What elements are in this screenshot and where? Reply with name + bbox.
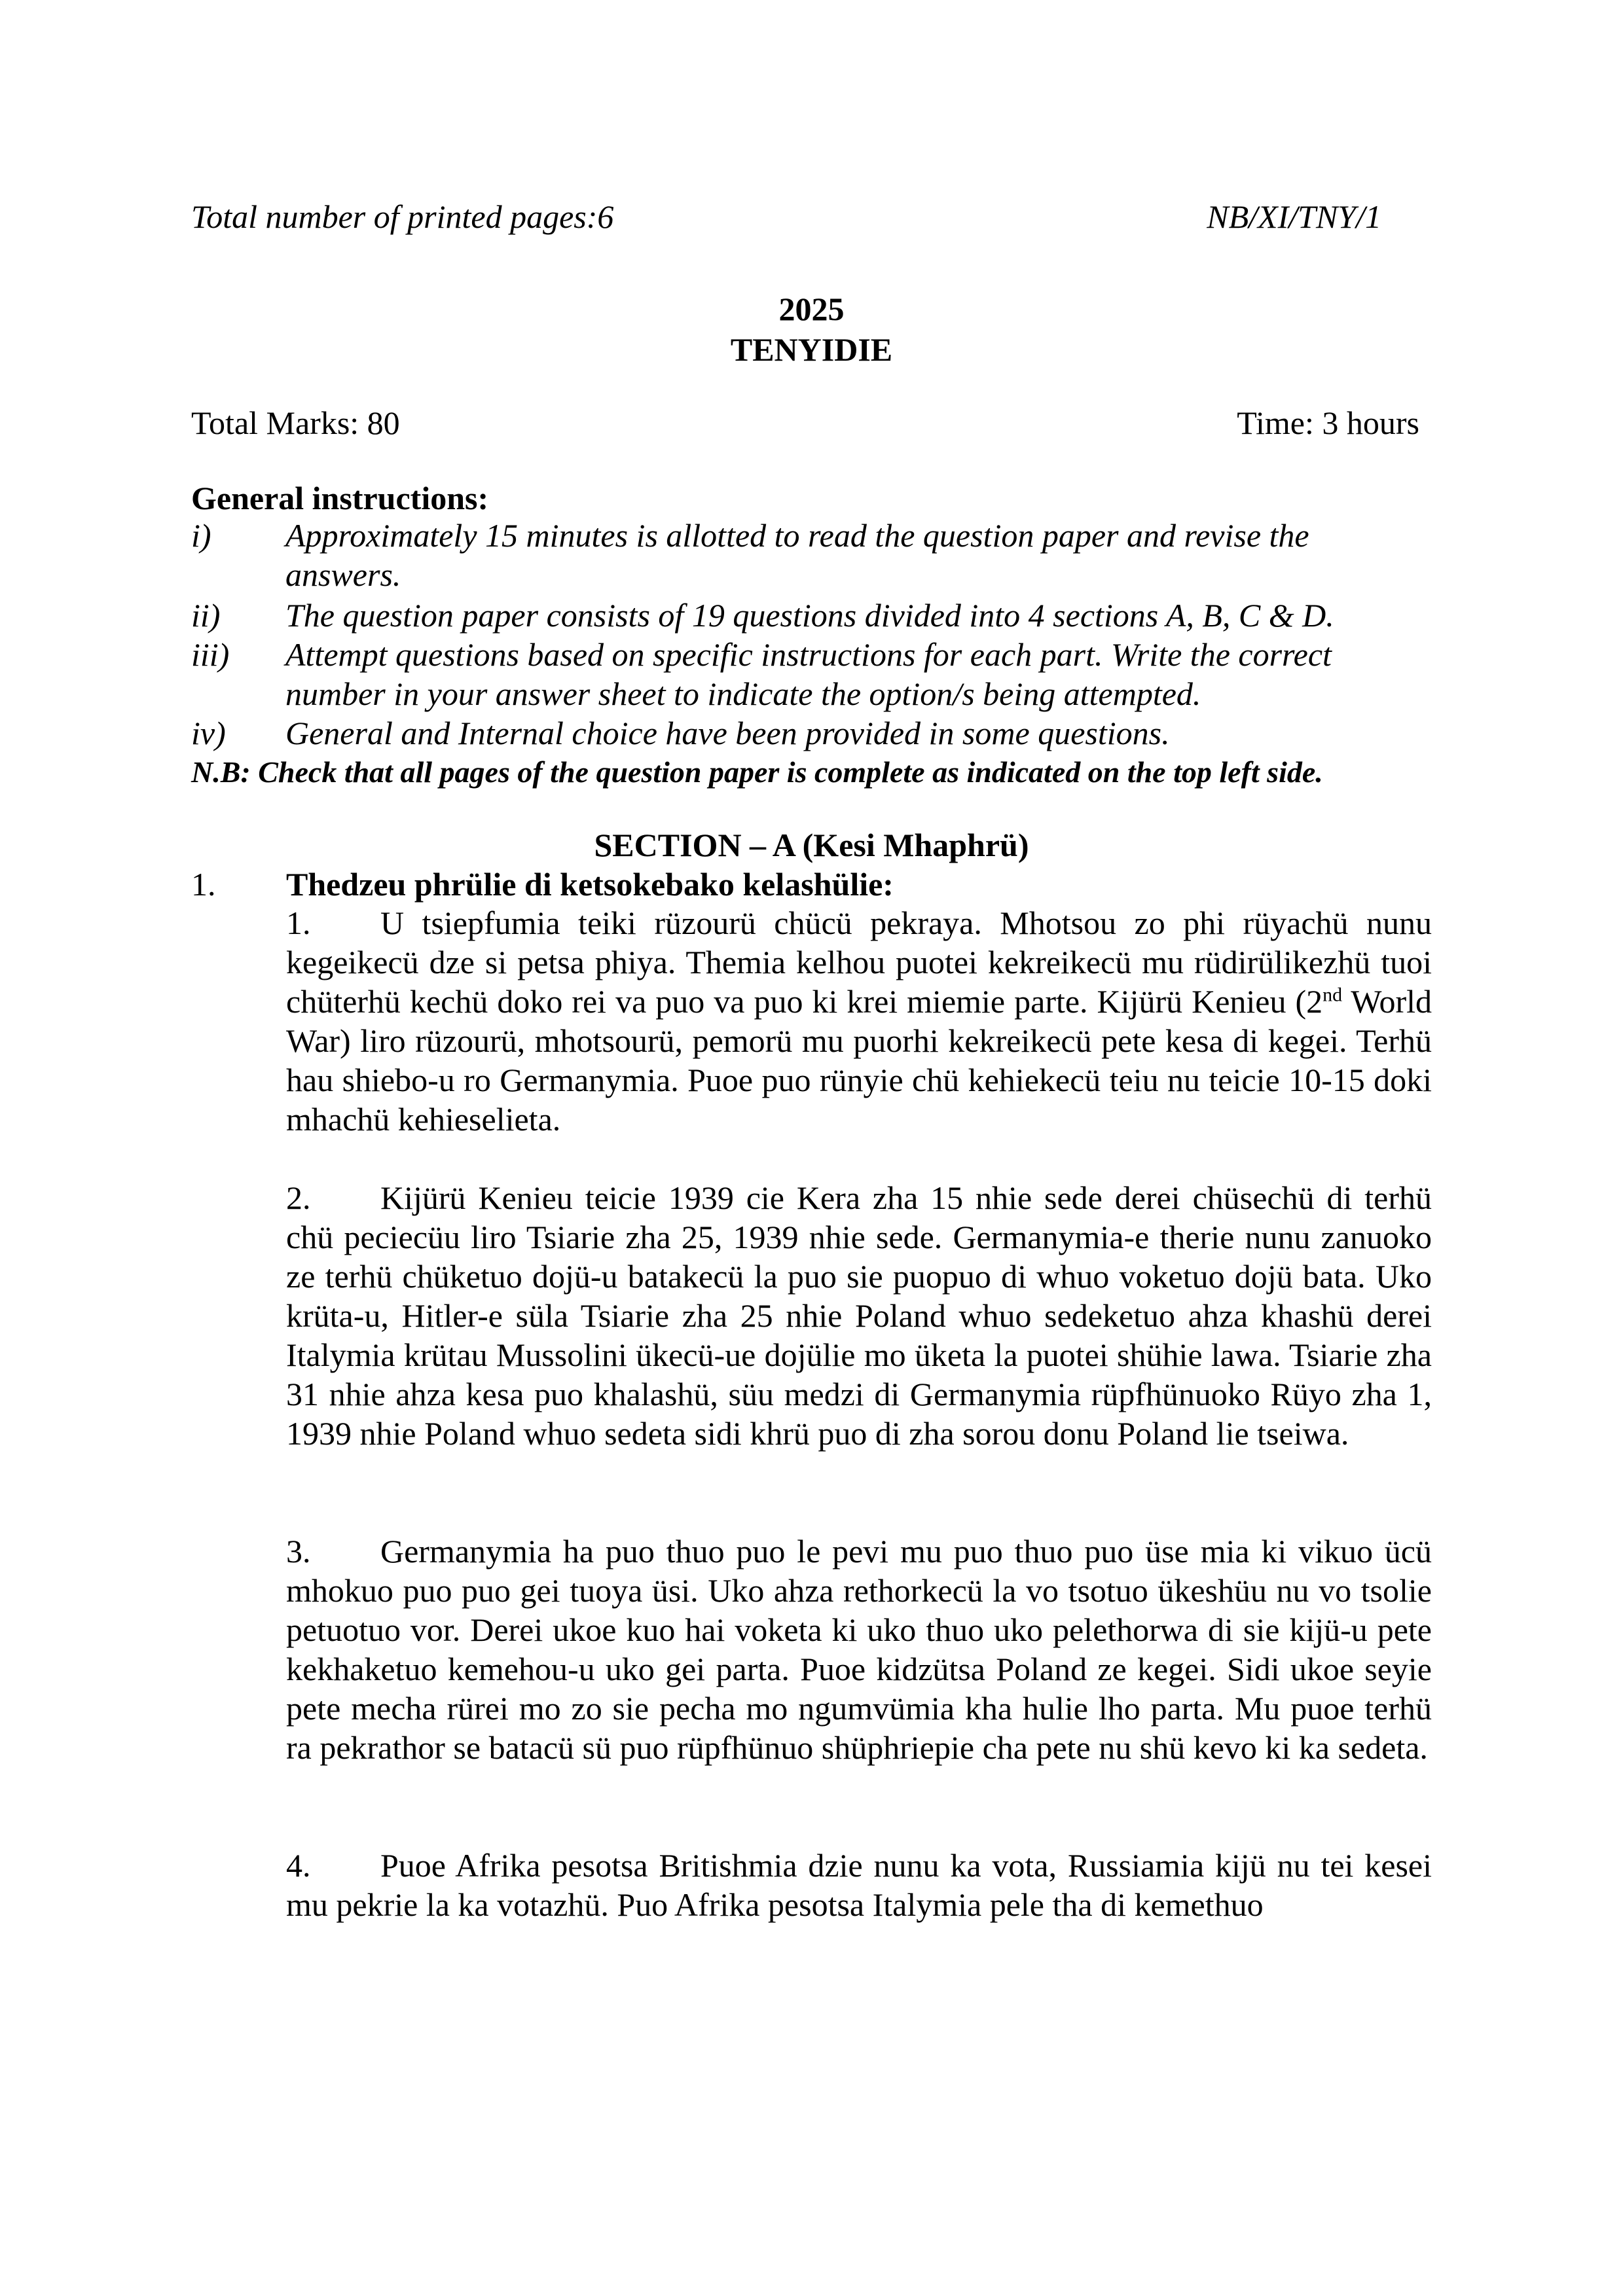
instruction-item bbox=[191, 596, 1419, 635]
instruction-item bbox=[191, 635, 1419, 713]
instruction-number: iv) bbox=[191, 715, 226, 751]
ordinal-suffix: nd bbox=[1322, 984, 1343, 1006]
printed-pages-note: Total number of printed pages:6 bbox=[191, 198, 614, 235]
passage-paragraph bbox=[286, 1846, 1432, 1924]
completeness-note: N.B: Check that all pages of the question paper is complete as indicated on the top left side. bbox=[191, 755, 1323, 789]
exam-year: 2025 bbox=[778, 291, 845, 327]
paragraph-number: 4. bbox=[286, 1847, 311, 1884]
paragraph-number: 3. bbox=[286, 1533, 311, 1570]
paragraph-number: 1. bbox=[286, 905, 311, 941]
instruction-text: Approximately 15 minutes is allotted to read the question paper and revise the answers. bbox=[285, 517, 1309, 593]
paragraph-text-continued: World War) liro rüzourü, mhotsourü, pemorü mu puorhi kekreikecü pete kesa di kegei. Terhü hau shiebo-u ro Germanymia. Puoe puo rünyie chü kehiekecü teiu nu teicie 10-15 doki mhachü kehieselieta. bbox=[286, 983, 1432, 1138]
instruction-item bbox=[191, 516, 1419, 594]
instruction-number: iii) bbox=[191, 636, 230, 673]
instruction-item bbox=[191, 713, 1419, 753]
instruction-text: General and Internal choice have been provided in some questions. bbox=[285, 715, 1170, 751]
paragraph-text: U tsiepfumia teiki rüzourü chücü pekraya. Mhotsou zo phi rüyachü nunu kegeikecü dze si petsa phiya. Themia kelhou puotei kekreikecü mu rüdirülikezhü tuoi chüterhü kechü doko rei va puo va puo ki krei miemie parte. Kijürü Kenieu (2 bbox=[286, 905, 1432, 1020]
passage-paragraph bbox=[286, 1532, 1432, 1767]
question-number: 1. bbox=[191, 866, 216, 903]
paragraph-text: Germanymia ha puo thuo puo le pevi mu puo thuo puo üse mia ki vikuo ücü mhokuo puo puo gei tuoya üsi. Uko ahza rethorkecü la vo tsotuo ükeshüu nu vo tsolie petuotuo vor. Derei ukoe kuo hai voketa ki uko thuo uko pelethorwa di sie kijü-u pete kekhaketuo kemehou-u uko gei parta. Puoe kidzütsa Poland ze kegei. Sidi ukoe seyie pete mecha rürei mo zo sie pecha mo ngumvümia kha hulie lho parta. Mu puoe terhü ra pekrathor se batacü sü puo rüpfhünuo shüphriepie cha pete nu shü kevo ki ka sedeta. bbox=[286, 1533, 1432, 1766]
instruction-text: The question paper consists of 19 questions divided into 4 sections A, B, C & D. bbox=[285, 597, 1334, 634]
paragraph-text: Puoe Afrika pesotsa Britishmia dzie nunu ka vota, Russiamia kijü nu tei kesei mu pekrie la ka votazhü. Puo Afrika pesotsa Italymia pele tha di kemethuo bbox=[286, 1847, 1432, 1923]
time-allowed: Time: 3 hours bbox=[1237, 404, 1419, 441]
paragraph-number: 2. bbox=[286, 1179, 311, 1216]
question-text: Thedzeu phrülie di ketsokebako kelashülie: bbox=[286, 866, 894, 903]
instruction-number: ii) bbox=[191, 597, 221, 634]
passage-paragraph bbox=[286, 903, 1432, 1139]
exam-subject: TENYIDIE bbox=[730, 331, 893, 368]
paper-code: NB/XI/TNY/1 bbox=[1207, 198, 1381, 235]
passage-paragraph bbox=[286, 1178, 1432, 1453]
paragraph-text: Kijürü Kenieu teicie 1939 cie Kera zha 15 nhie sede derei chüsechü di terhü chü peciecüu liro Tsiarie zha 25, 1939 nhie sede. Germanymia-e therie nunu zanuoko ze terhü chüketuo dojü-u batakecü la puo sie puopuo di whuo voketuo dojü bata. Uko krüta-u, Hitler-e süla Tsiarie zha 25 nhie Poland whuo sedeketuo ahza khashü derei Italymia krütau Mussolini ükecü-ue dojülie mo üketa la puotei shühie lawa. Tsiarie zha 31 nhie ahza kesa puo khalashü, süu medzi di Germanymia rüpfhünuoko Rüyo zha 1, 1939 nhie Poland whuo sedeta sidi khrü puo di zha sorou donu Poland lie tseiwa. bbox=[286, 1179, 1432, 1452]
instructions-heading: General instructions: bbox=[191, 480, 489, 516]
instruction-number: i) bbox=[191, 517, 211, 554]
section-title: SECTION – A (Kesi Mhaphrü) bbox=[594, 827, 1029, 863]
marks-time-row bbox=[191, 403, 1419, 443]
total-marks: Total Marks: 80 bbox=[191, 404, 400, 441]
instruction-text: Attempt questions based on specific instructions for each part. Write the correct number in your answer sheet to indicate the option/s being attempted. bbox=[285, 636, 1332, 712]
page-header bbox=[191, 196, 1419, 237]
